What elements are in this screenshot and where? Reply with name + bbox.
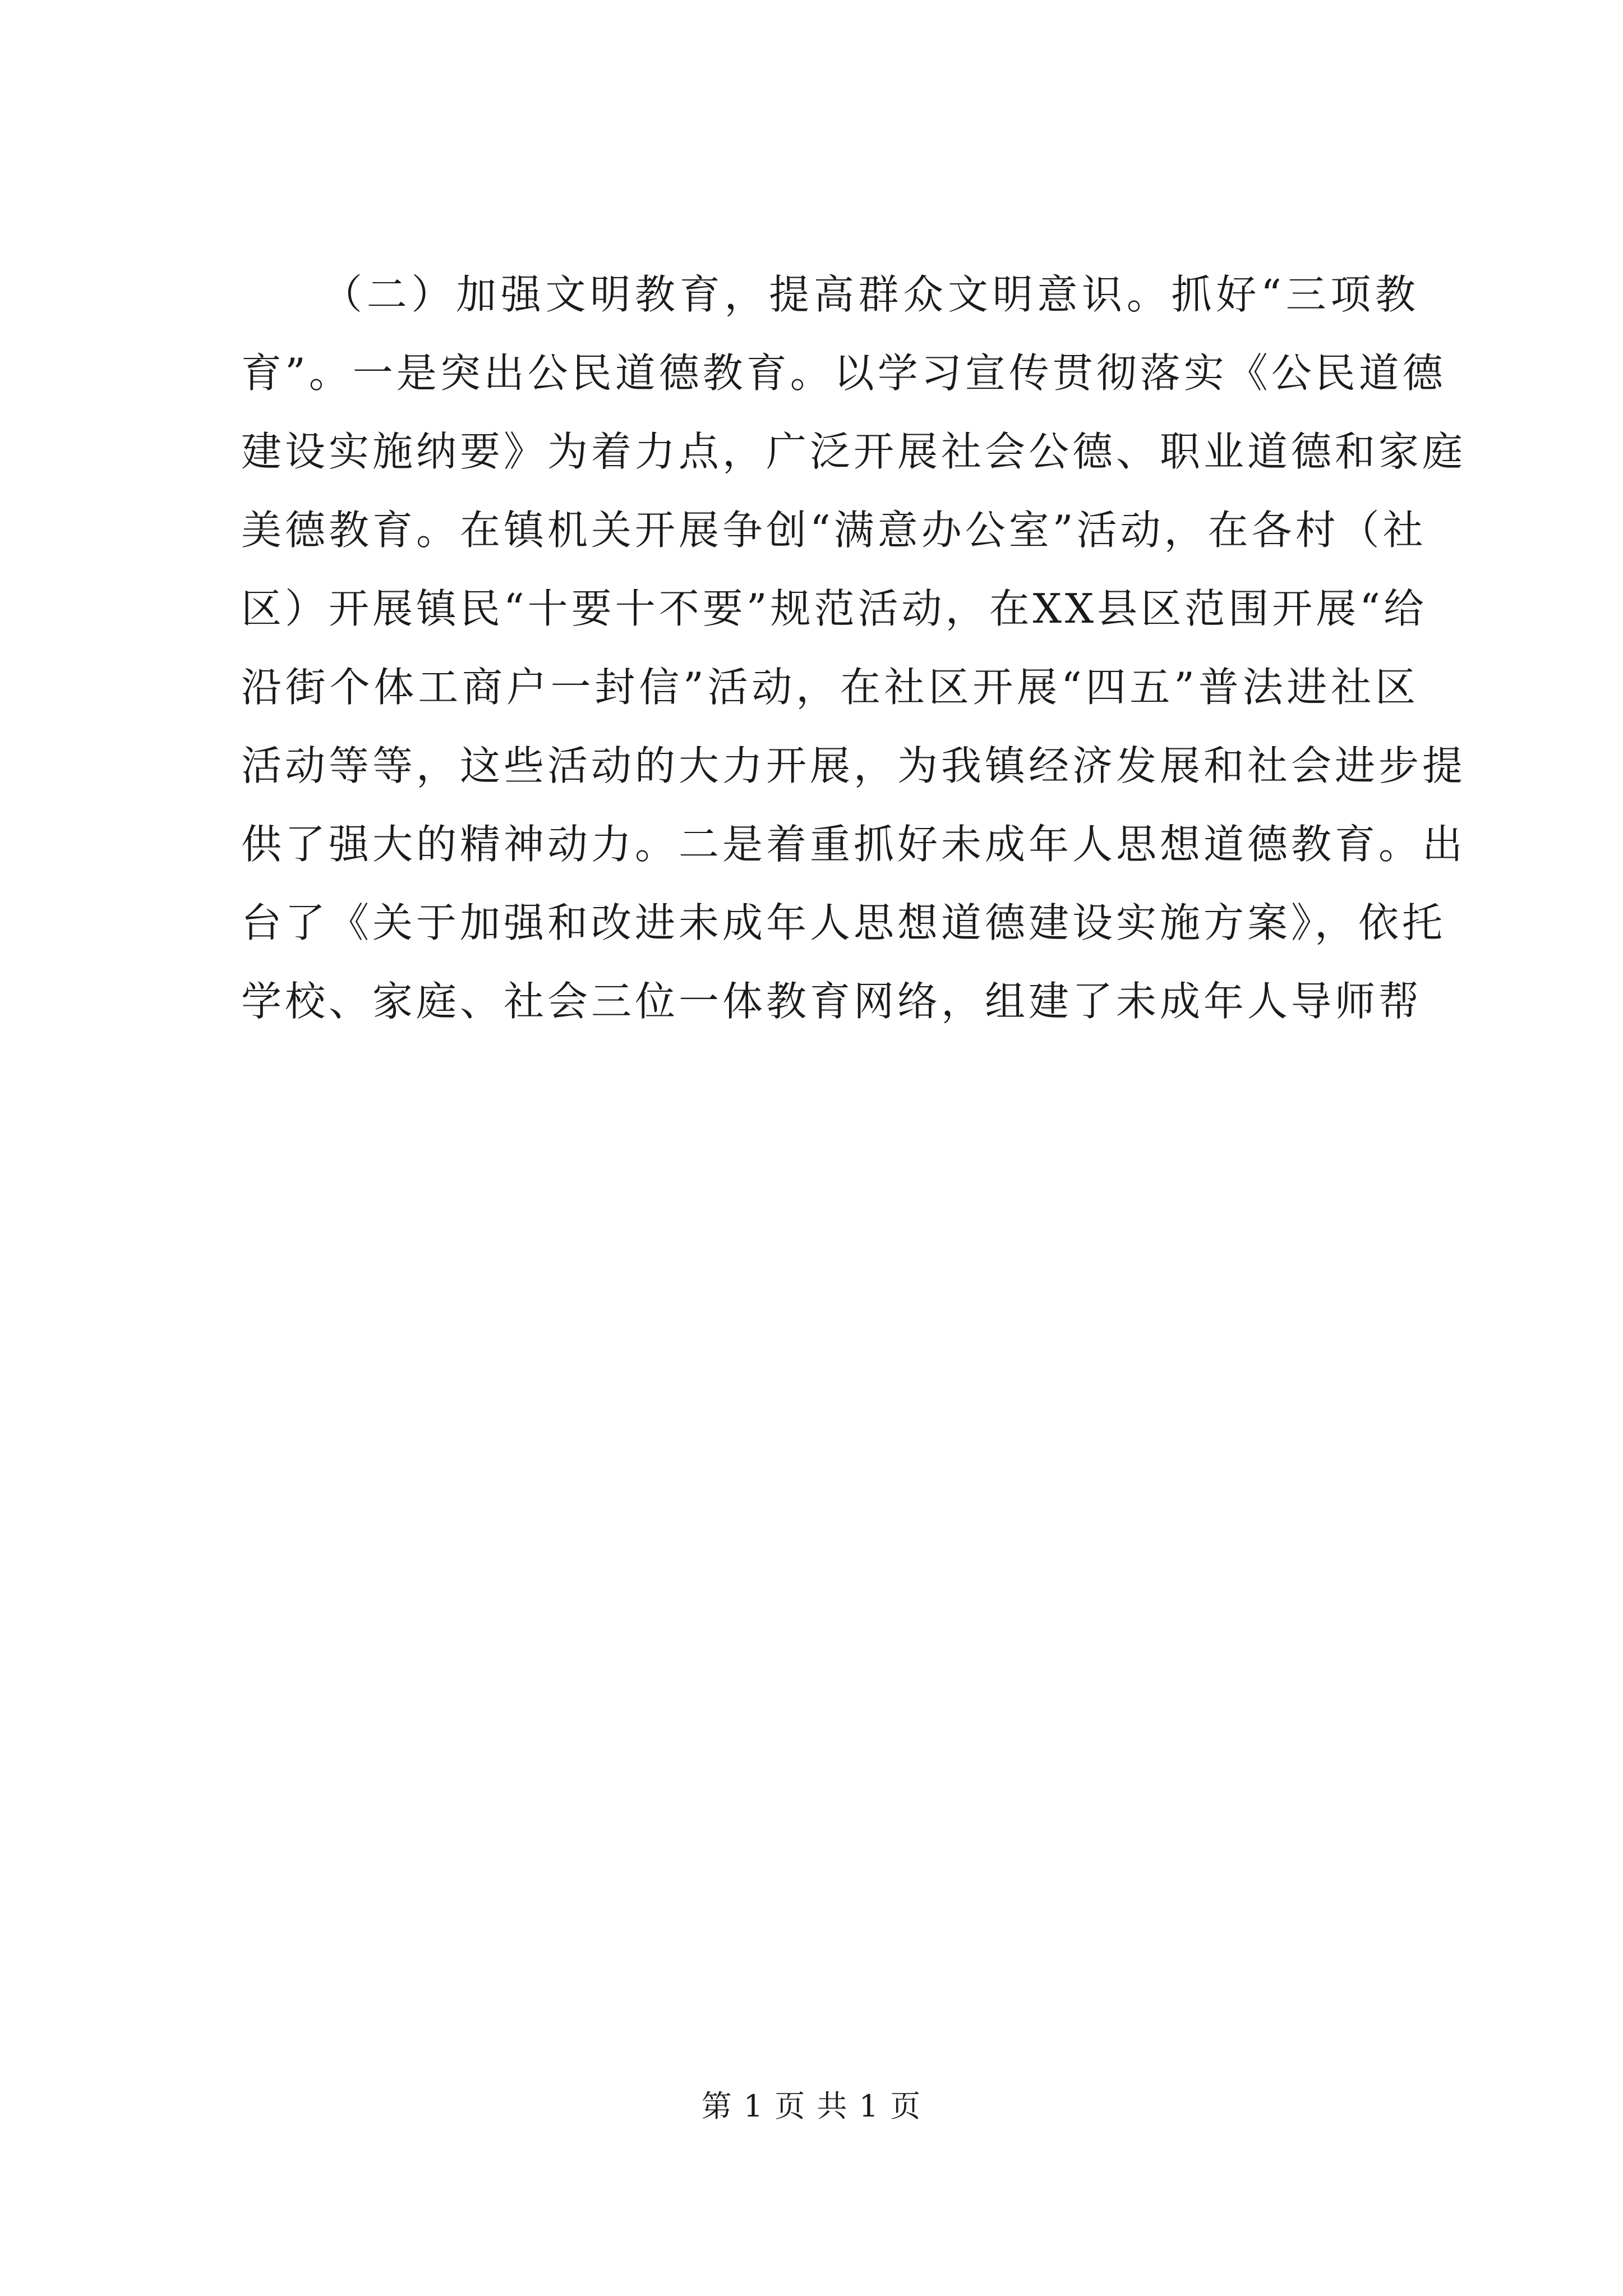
paragraph-line: 学校、家庭、社会三位一体教育网络，组建了未成年人导师帮: [241, 978, 1423, 1025]
paragraph-line: 台了《关于加强和改进未成年人思想道德建设实施方案》，依托: [241, 899, 1446, 946]
paragraph-line: 建设实施纳要》为着力点，广泛开展社会公德、职业道德和家庭: [241, 428, 1467, 475]
paragraph-line: （二）加强文明教育，提高群众文明意识。抓好“三项教: [322, 271, 1419, 318]
paragraph-line: 育”。一是突出公民道德教育。以学习宣传贯彻落实《公民道德: [241, 349, 1446, 397]
paragraph-line: 活动等等，这些活动的大力开展，为我镇经济发展和社会进步提: [241, 742, 1467, 789]
paragraph-line: 供了强大的精神动力。二是着重抓好未成年人思想道德教育。出: [241, 821, 1467, 868]
page-number-footer: 第 1 页 共 1 页: [701, 2088, 922, 2124]
body-paragraph: [241, 255, 1467, 1041]
paragraph-line: 美德教育。在镇机关开展争创“满意办公室”活动，在各村（社: [241, 507, 1427, 554]
paragraph-line: 区）开展镇民“十要十不要”规范活动，在XX县区范围开展“给: [241, 585, 1427, 632]
paragraph-line: 沿街个体工商户一封信”活动，在社区开展“四五”普法进社区: [241, 664, 1419, 711]
